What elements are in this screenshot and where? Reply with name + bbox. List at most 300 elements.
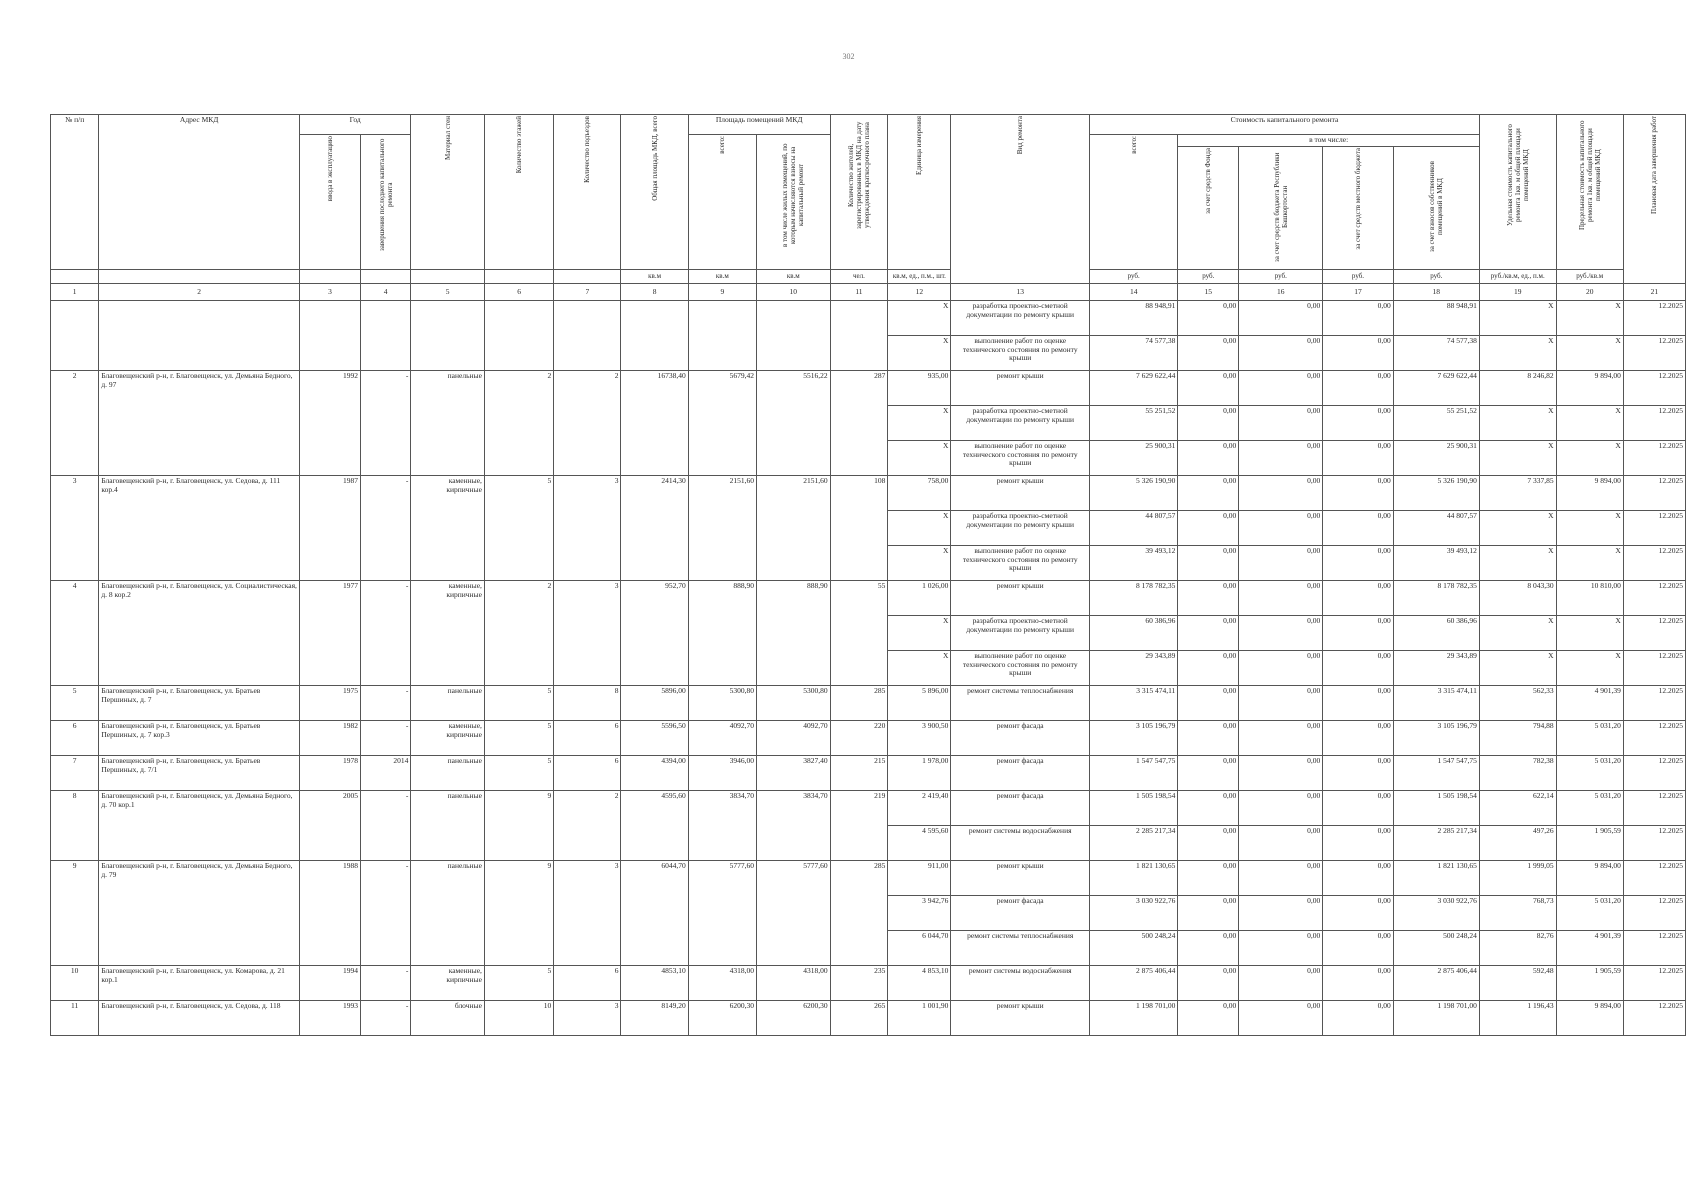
area-contrib-cell: 4092,70: [757, 721, 831, 756]
plan-date-cell: 12.2025: [1623, 336, 1685, 371]
header-year-commission: ввода в эксплуатацию: [300, 135, 361, 270]
entrances-cell: 3: [554, 476, 621, 581]
total-area-cell: 6044,70: [621, 861, 688, 966]
cost-total-cell: 29 343,89: [1090, 651, 1178, 686]
total-area-cell: 4853,10: [621, 966, 688, 1001]
header-cost-fund: за счет средств Фонда: [1178, 146, 1239, 270]
year-commission-cell: 1992: [300, 371, 361, 476]
cost-total-cell: 500 248,24: [1090, 931, 1178, 966]
address-cell: Благовещенский р-н, г. Благовещенск, ул. Братьев Першиных, д. 7 кор.3: [99, 721, 300, 756]
cost-republic-cell: 0,00: [1239, 476, 1323, 511]
cost-fund-cell: 0,00: [1178, 931, 1239, 966]
quantity-cell: 3 900,50: [888, 721, 951, 756]
column-number: 8: [621, 284, 688, 301]
cost-local-cell: 0,00: [1323, 441, 1393, 476]
repair-type-cell: выполнение работ по оценке технического состояния по ремонту крыши: [951, 546, 1090, 581]
header-plan-date: Плановая дата завершения работ: [1623, 115, 1685, 284]
cost-owners-cell: 7 629 622,44: [1393, 371, 1479, 406]
plan-date-cell: 12.2025: [1623, 441, 1685, 476]
unit-cell: руб./кв.м, ед., п.м.: [1479, 270, 1556, 284]
residents-cell: 215: [830, 756, 888, 791]
plan-date-cell: 12.2025: [1623, 616, 1685, 651]
cost-republic-cell: 0,00: [1239, 826, 1323, 861]
year-last-repair-cell: -: [360, 966, 410, 1001]
floors-cell: 9: [484, 791, 553, 861]
repair-type-cell: ремонт крыши: [951, 1001, 1090, 1036]
cost-fund-cell: 0,00: [1178, 686, 1239, 721]
total-area-cell: 16738,40: [621, 371, 688, 476]
quantity-cell: X: [888, 406, 951, 441]
table-row: [51, 476, 1686, 511]
cost-republic-cell: 0,00: [1239, 441, 1323, 476]
cost-fund-cell: 0,00: [1178, 441, 1239, 476]
cost-fund-cell: 0,00: [1178, 546, 1239, 581]
quantity-cell: 4 853,10: [888, 966, 951, 1001]
max-cost-cell: 9 894,00: [1556, 1001, 1623, 1036]
plan-date-cell: 12.2025: [1623, 406, 1685, 441]
plan-date-cell: 12.2025: [1623, 826, 1685, 861]
max-cost-cell: X: [1556, 651, 1623, 686]
cost-republic-cell: 0,00: [1239, 791, 1323, 826]
plan-date-cell: 12.2025: [1623, 651, 1685, 686]
area-all-cell: 2151,60: [688, 476, 756, 581]
area-contrib-cell: 5777,60: [757, 861, 831, 966]
entrances-cell: 6: [554, 966, 621, 1001]
cost-local-cell: 0,00: [1323, 896, 1393, 931]
cost-local-cell: 0,00: [1323, 336, 1393, 371]
cost-local-cell: 0,00: [1323, 791, 1393, 826]
unit-cell: кв.м: [757, 270, 831, 284]
floors-cell: 2: [484, 581, 553, 686]
cost-republic-cell: 0,00: [1239, 616, 1323, 651]
cost-republic-cell: 0,00: [1239, 931, 1323, 966]
unit-cost-cell: X: [1479, 301, 1556, 336]
column-number: 9: [688, 284, 756, 301]
cost-owners-cell: 44 807,57: [1393, 511, 1479, 546]
row-number: 11: [51, 1001, 99, 1036]
cost-fund-cell: 0,00: [1178, 476, 1239, 511]
cost-republic-cell: 0,00: [1239, 336, 1323, 371]
quantity-cell: 2 419,40: [888, 791, 951, 826]
header-incl: в том числе:: [1178, 135, 1480, 147]
cost-local-cell: 0,00: [1323, 826, 1393, 861]
cost-owners-cell: 2 285 217,34: [1393, 826, 1479, 861]
column-number: 13: [951, 284, 1090, 301]
total-area-cell: 5596,50: [621, 721, 688, 756]
cost-total-cell: 3 030 922,76: [1090, 896, 1178, 931]
max-cost-cell: X: [1556, 441, 1623, 476]
year-last-repair-cell: -: [360, 721, 410, 756]
page-number: 302: [842, 52, 855, 61]
wall-material-cell: каменные, кирпичные: [411, 476, 485, 581]
header-area-all: всего:: [688, 135, 756, 270]
row-number: 3: [51, 476, 99, 581]
row-number: 2: [51, 371, 99, 476]
column-number: 2: [99, 284, 300, 301]
cost-total-cell: 3 315 474,11: [1090, 686, 1178, 721]
header-floors: Количество этажей: [484, 115, 553, 270]
quantity-cell: 935,00: [888, 371, 951, 406]
column-number: 15: [1178, 284, 1239, 301]
unit-cost-cell: 1 196,43: [1479, 1001, 1556, 1036]
cost-local-cell: 0,00: [1323, 686, 1393, 721]
cost-fund-cell: 0,00: [1178, 301, 1239, 336]
cost-republic-cell: 0,00: [1239, 581, 1323, 616]
unit-cost-cell: 622,14: [1479, 791, 1556, 826]
quantity-cell: X: [888, 301, 951, 336]
entrances-cell: 3: [554, 861, 621, 966]
area-all-cell: 6200,30: [688, 1001, 756, 1036]
cost-owners-cell: 5 326 190,90: [1393, 476, 1479, 511]
residents-cell: 285: [830, 686, 888, 721]
floors-cell: 5: [484, 721, 553, 756]
residents-cell: 285: [830, 861, 888, 966]
cost-total-cell: 44 807,57: [1090, 511, 1178, 546]
total-area-cell: 4595,60: [621, 791, 688, 861]
unit-cell: руб./кв.м: [1556, 270, 1623, 284]
area-all-cell: 4318,00: [688, 966, 756, 1001]
plan-date-cell: 12.2025: [1623, 476, 1685, 511]
entrances-cell: 6: [554, 721, 621, 756]
cost-republic-cell: 0,00: [1239, 721, 1323, 756]
table-row: [51, 721, 1686, 756]
quantity-cell: 1 001,90: [888, 1001, 951, 1036]
plan-date-cell: 12.2025: [1623, 931, 1685, 966]
repair-type-cell: разработка проектно-сметной документации по ремонту крыши: [951, 511, 1090, 546]
max-cost-cell: 9 894,00: [1556, 476, 1623, 511]
unit-cost-cell: 8 043,30: [1479, 581, 1556, 616]
address-cell: Благовещенский р-н, г. Благовещенск, ул. Братьев Першиных, д. 7/1: [99, 756, 300, 791]
residents-cell: 235: [830, 966, 888, 1001]
year-commission-cell: [300, 301, 361, 371]
cost-total-cell: 1 547 547,75: [1090, 756, 1178, 791]
wall-material-cell: панельные: [411, 791, 485, 861]
table-row: [51, 791, 1686, 826]
column-number: 12: [888, 284, 951, 301]
cost-owners-cell: 1 821 130,65: [1393, 861, 1479, 896]
cost-fund-cell: 0,00: [1178, 1001, 1239, 1036]
total-area-cell: 2414,30: [621, 476, 688, 581]
column-number: 7: [554, 284, 621, 301]
cost-owners-cell: 25 900,31: [1393, 441, 1479, 476]
header-cost-total: всего:: [1090, 135, 1178, 270]
cost-republic-cell: 0,00: [1239, 371, 1323, 406]
residents-cell: 265: [830, 1001, 888, 1036]
residents-cell: [830, 301, 888, 371]
max-cost-cell: 9 894,00: [1556, 861, 1623, 896]
plan-date-cell: 12.2025: [1623, 756, 1685, 791]
cost-local-cell: 0,00: [1323, 931, 1393, 966]
cost-owners-cell: 3 030 922,76: [1393, 896, 1479, 931]
address-cell: Благовещенский р-н, г. Благовещенск, ул. Демьяна Бедного, д. 70 кор.1: [99, 791, 300, 861]
quantity-cell: 5 896,00: [888, 686, 951, 721]
cost-total-cell: 1 505 198,54: [1090, 791, 1178, 826]
cost-total-cell: 1 198 701,00: [1090, 1001, 1178, 1036]
header-repair-type: Вид ремонта: [951, 115, 1090, 284]
entrances-cell: 6: [554, 756, 621, 791]
plan-date-cell: 12.2025: [1623, 546, 1685, 581]
column-number: 3: [300, 284, 361, 301]
cost-owners-cell: 8 178 782,35: [1393, 581, 1479, 616]
address-cell: Благовещенский р-н, г. Благовещенск, ул. Демьяна Бедного, д. 79: [99, 861, 300, 966]
repair-type-cell: выполнение работ по оценке технического состояния по ремонту крыши: [951, 336, 1090, 371]
row-number: 7: [51, 756, 99, 791]
cost-total-cell: 1 821 130,65: [1090, 861, 1178, 896]
column-number: 17: [1323, 284, 1393, 301]
total-area-cell: 8149,20: [621, 1001, 688, 1036]
year-last-repair-cell: -: [360, 791, 410, 861]
column-number: 1: [51, 284, 99, 301]
area-all-cell: [688, 301, 756, 371]
table-row: [51, 581, 1686, 616]
address-cell: Благовещенский р-н, г. Благовещенск, ул. Седова, д. 111 кор.4: [99, 476, 300, 581]
year-last-repair-cell: -: [360, 1001, 410, 1036]
cost-total-cell: 2 285 217,34: [1090, 826, 1178, 861]
column-number: 20: [1556, 284, 1623, 301]
cost-owners-cell: 3 315 474,11: [1393, 686, 1479, 721]
quantity-cell: X: [888, 441, 951, 476]
repair-type-cell: ремонт крыши: [951, 861, 1090, 896]
row-number: 8: [51, 791, 99, 861]
column-number: 21: [1623, 284, 1685, 301]
cost-owners-cell: 60 386,96: [1393, 616, 1479, 651]
repair-type-cell: ремонт фасада: [951, 756, 1090, 791]
floors-cell: 5: [484, 756, 553, 791]
quantity-cell: 4 595,60: [888, 826, 951, 861]
header-total-area: Общая площадь МКД, всего: [621, 115, 688, 270]
repair-type-cell: разработка проектно-сметной документации по ремонту крыши: [951, 616, 1090, 651]
wall-material-cell: панельные: [411, 756, 485, 791]
unit-cell: руб.: [1090, 270, 1178, 284]
residents-cell: 219: [830, 791, 888, 861]
address-cell: Благовещенский р-н, г. Благовещенск, ул. Демьяна Бедного, д. 97: [99, 371, 300, 476]
quantity-cell: X: [888, 616, 951, 651]
area-all-cell: 4092,70: [688, 721, 756, 756]
header-cost-owners: за счет взносов собственников помещений в МКД: [1393, 146, 1479, 270]
column-number: 6: [484, 284, 553, 301]
residents-cell: 220: [830, 721, 888, 756]
unit-cost-cell: 8 246,82: [1479, 371, 1556, 406]
cost-fund-cell: 0,00: [1178, 371, 1239, 406]
entrances-cell: 8: [554, 686, 621, 721]
table-body: [51, 301, 1686, 1036]
cost-fund-cell: 0,00: [1178, 406, 1239, 441]
area-all-cell: 3946,00: [688, 756, 756, 791]
cost-republic-cell: 0,00: [1239, 511, 1323, 546]
area-contrib-cell: 5516,22: [757, 371, 831, 476]
unit-cost-cell: X: [1479, 616, 1556, 651]
unit-cost-cell: 562,33: [1479, 686, 1556, 721]
cost-fund-cell: 0,00: [1178, 966, 1239, 1001]
cost-owners-cell: 1 198 701,00: [1393, 1001, 1479, 1036]
residents-cell: 55: [830, 581, 888, 686]
repair-type-cell: ремонт крыши: [951, 581, 1090, 616]
repair-type-cell: ремонт крыши: [951, 476, 1090, 511]
max-cost-cell: 9 894,00: [1556, 371, 1623, 406]
max-cost-cell: X: [1556, 406, 1623, 441]
floors-cell: 9: [484, 861, 553, 966]
max-cost-cell: 5 031,20: [1556, 791, 1623, 826]
area-contrib-cell: 3827,40: [757, 756, 831, 791]
units-row: [51, 270, 1686, 284]
max-cost-cell: 5 031,20: [1556, 756, 1623, 791]
quantity-cell: X: [888, 651, 951, 686]
column-number: 16: [1239, 284, 1323, 301]
floors-cell: 5: [484, 476, 553, 581]
residents-cell: 108: [830, 476, 888, 581]
cost-total-cell: 7 629 622,44: [1090, 371, 1178, 406]
area-all-cell: 5300,80: [688, 686, 756, 721]
area-contrib-cell: 3834,70: [757, 791, 831, 861]
cost-republic-cell: 0,00: [1239, 896, 1323, 931]
cost-local-cell: 0,00: [1323, 511, 1393, 546]
area-contrib-cell: 888,90: [757, 581, 831, 686]
quantity-cell: 3 942,76: [888, 896, 951, 931]
row-number: 4: [51, 581, 99, 686]
row-number: 5: [51, 686, 99, 721]
area-contrib-cell: 2151,60: [757, 476, 831, 581]
cost-local-cell: 0,00: [1323, 371, 1393, 406]
cost-fund-cell: 0,00: [1178, 896, 1239, 931]
repair-type-cell: ремонт системы водоснабжения: [951, 826, 1090, 861]
column-number: 4: [360, 284, 410, 301]
cost-local-cell: 0,00: [1323, 966, 1393, 1001]
cost-local-cell: 0,00: [1323, 651, 1393, 686]
max-cost-cell: 1 905,59: [1556, 826, 1623, 861]
column-number: 18: [1393, 284, 1479, 301]
cost-total-cell: 88 948,91: [1090, 301, 1178, 336]
repair-type-cell: ремонт системы теплоснабжения: [951, 931, 1090, 966]
wall-material-cell: блочные: [411, 1001, 485, 1036]
quantity-cell: 911,00: [888, 861, 951, 896]
cost-owners-cell: 500 248,24: [1393, 931, 1479, 966]
cost-fund-cell: 0,00: [1178, 511, 1239, 546]
max-cost-cell: 4 901,39: [1556, 686, 1623, 721]
max-cost-cell: X: [1556, 546, 1623, 581]
unit-cost-cell: X: [1479, 441, 1556, 476]
year-commission-cell: 1988: [300, 861, 361, 966]
cost-total-cell: 55 251,52: [1090, 406, 1178, 441]
plan-date-cell: 12.2025: [1623, 686, 1685, 721]
column-number: 19: [1479, 284, 1556, 301]
cost-republic-cell: 0,00: [1239, 406, 1323, 441]
cost-owners-cell: 2 875 406,44: [1393, 966, 1479, 1001]
wall-material-cell: [411, 301, 485, 371]
unit-cost-cell: 768,73: [1479, 896, 1556, 931]
column-number: 10: [757, 284, 831, 301]
entrances-cell: 3: [554, 1001, 621, 1036]
header-area-contrib: в том числе жилых помещений, по которым начисляются взносы на капитальный ремонт: [757, 135, 831, 270]
plan-date-cell: 12.2025: [1623, 511, 1685, 546]
wall-material-cell: каменные, кирпичные: [411, 966, 485, 1001]
total-area-cell: 952,70: [621, 581, 688, 686]
total-area-cell: [621, 301, 688, 371]
unit-cost-cell: 82,76: [1479, 931, 1556, 966]
quantity-cell: X: [888, 336, 951, 371]
header-wall-material: Материал стен: [411, 115, 485, 270]
unit-cell: кв.м: [621, 270, 688, 284]
cost-republic-cell: 0,00: [1239, 861, 1323, 896]
cost-fund-cell: 0,00: [1178, 791, 1239, 826]
cost-fund-cell: 0,00: [1178, 826, 1239, 861]
address-cell: Благовещенский р-н, г. Благовещенск, ул. Комарова, д. 21 кор.1: [99, 966, 300, 1001]
unit-cost-cell: X: [1479, 336, 1556, 371]
repair-type-cell: ремонт системы теплоснабжения: [951, 686, 1090, 721]
cost-fund-cell: 0,00: [1178, 616, 1239, 651]
repair-type-cell: ремонт крыши: [951, 371, 1090, 406]
cost-total-cell: 74 577,38: [1090, 336, 1178, 371]
cost-fund-cell: 0,00: [1178, 721, 1239, 756]
address-cell: Благовещенский р-н, г. Благовещенск, ул. Седова, д. 118: [99, 1001, 300, 1036]
unit-cost-cell: 782,38: [1479, 756, 1556, 791]
area-all-cell: 3834,70: [688, 791, 756, 861]
table-row: [51, 1001, 1686, 1036]
header-area-group: Площадь помещений МКД: [688, 115, 830, 135]
plan-date-cell: 12.2025: [1623, 1001, 1685, 1036]
unit-cell: руб.: [1323, 270, 1393, 284]
capital-repair-plan-table: [50, 114, 1686, 1036]
row-number: [51, 301, 99, 371]
year-commission-cell: 1975: [300, 686, 361, 721]
repair-type-cell: выполнение работ по оценке технического состояния по ремонту крыши: [951, 651, 1090, 686]
unit-cell: руб.: [1393, 270, 1479, 284]
cost-owners-cell: 39 493,12: [1393, 546, 1479, 581]
plan-date-cell: 12.2025: [1623, 896, 1685, 931]
repair-type-cell: разработка проектно-сметной документации по ремонту крыши: [951, 406, 1090, 441]
year-last-repair-cell: -: [360, 371, 410, 476]
column-number: 11: [830, 284, 888, 301]
total-area-cell: 4394,00: [621, 756, 688, 791]
area-all-cell: 5679,42: [688, 371, 756, 476]
year-commission-cell: 2005: [300, 791, 361, 861]
year-commission-cell: 1978: [300, 756, 361, 791]
column-number-row: [51, 284, 1686, 301]
year-last-repair-cell: -: [360, 861, 410, 966]
unit-cell: руб.: [1239, 270, 1323, 284]
year-last-repair-cell: -: [360, 581, 410, 686]
table-row: [51, 966, 1686, 1001]
unit-cost-cell: X: [1479, 651, 1556, 686]
repair-type-cell: ремонт фасада: [951, 721, 1090, 756]
header-cost-local: за счет средств местного бюджета: [1323, 146, 1393, 270]
cost-local-cell: 0,00: [1323, 476, 1393, 511]
cost-local-cell: 0,00: [1323, 406, 1393, 441]
cost-owners-cell: 88 948,91: [1393, 301, 1479, 336]
repair-type-cell: выполнение работ по оценке технического состояния по ремонту крыши: [951, 441, 1090, 476]
repair-type-cell: ремонт фасада: [951, 896, 1090, 931]
year-last-repair-cell: 2014: [360, 756, 410, 791]
residents-cell: 287: [830, 371, 888, 476]
repair-type-cell: ремонт фасада: [951, 791, 1090, 826]
address-cell: [99, 301, 300, 371]
quantity-cell: 1 026,00: [888, 581, 951, 616]
cost-fund-cell: 0,00: [1178, 756, 1239, 791]
cost-total-cell: 8 178 782,35: [1090, 581, 1178, 616]
wall-material-cell: панельные: [411, 371, 485, 476]
cost-republic-cell: 0,00: [1239, 651, 1323, 686]
unit-cost-cell: 592,48: [1479, 966, 1556, 1001]
header-year-last-repair: завершения последнего капитального ремонта: [360, 135, 410, 270]
year-commission-cell: 1993: [300, 1001, 361, 1036]
entrances-cell: [554, 301, 621, 371]
quantity-cell: 1 978,00: [888, 756, 951, 791]
cost-owners-cell: 3 105 196,79: [1393, 721, 1479, 756]
entrances-cell: 3: [554, 581, 621, 686]
max-cost-cell: X: [1556, 616, 1623, 651]
cost-total-cell: 39 493,12: [1090, 546, 1178, 581]
unit-cell: руб.: [1178, 270, 1239, 284]
wall-material-cell: каменные, кирпичные: [411, 721, 485, 756]
